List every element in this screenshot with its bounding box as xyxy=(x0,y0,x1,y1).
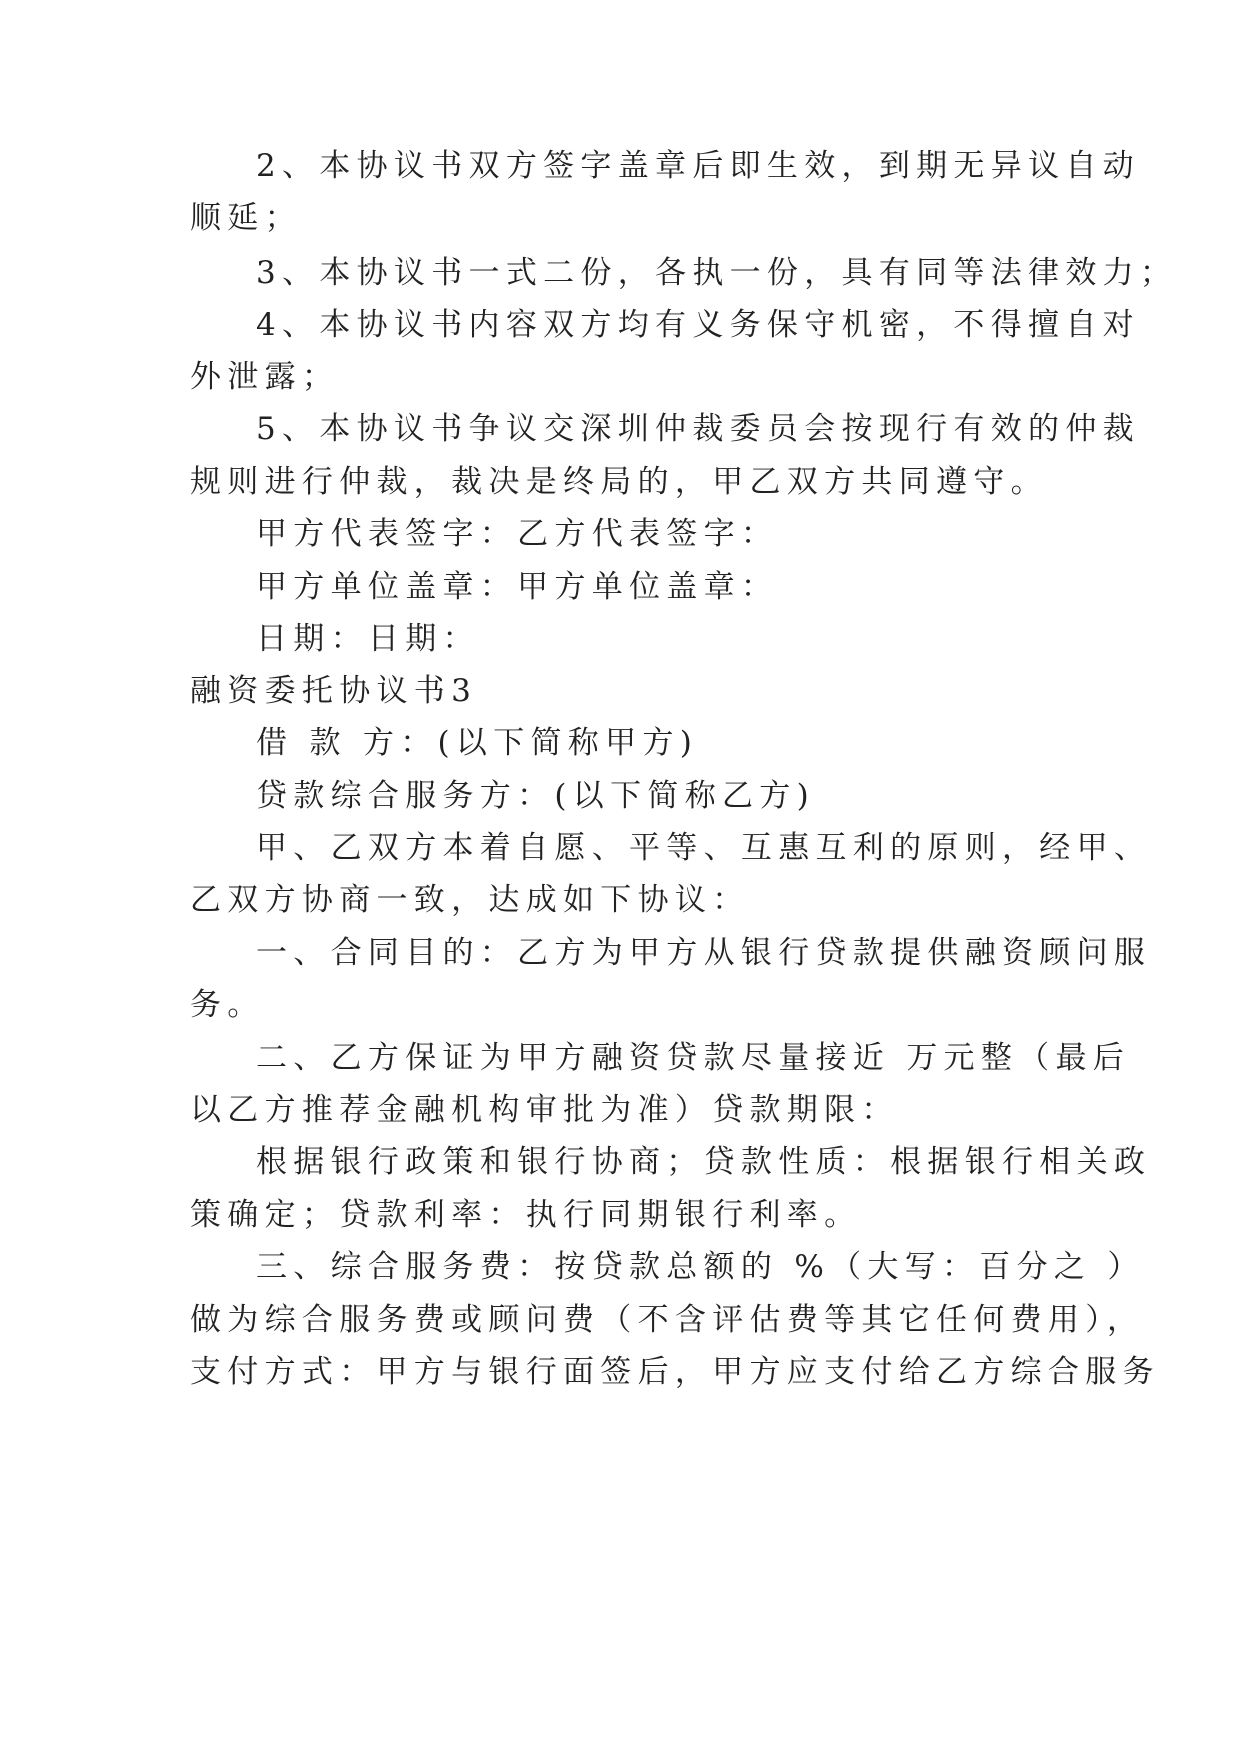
article-3-line-1: 三、综合服务费：按贷款总额的 %（大写：百分之 ） xyxy=(256,1249,1145,1285)
clause-2-line-1: 2、本协议书双方签字盖章后即生效，到期无异议自动 xyxy=(256,148,1140,184)
preamble-line-2: 乙双方协商一致，达成如下协议： xyxy=(190,882,750,918)
agreement-3-title: 融资委托协议书3 xyxy=(190,673,478,709)
article-1-line-2: 务。 xyxy=(190,987,265,1023)
clause-5-line-2: 规则进行仲裁，裁决是终局的，甲乙双方共同遵守。 xyxy=(190,464,1048,500)
article-2-line-1: 二、乙方保证为甲方融资贷款尽量接近 万元整（最后 xyxy=(256,1040,1131,1076)
article-3-line-2: 做为综合服务费或顾问费（不含评估费等其它任何费用）， xyxy=(190,1302,1145,1338)
article-3-line-3: 支付方式：甲方与银行面签后，甲方应支付给乙方综合服务 xyxy=(190,1354,1160,1390)
borrower-line: 借 款 方：(以下简称甲方) xyxy=(256,725,699,761)
clause-4-line-1: 4、本协议书内容双方均有义务保守机密，不得擅自对 xyxy=(256,307,1140,343)
representative-signature-line: 甲方代表签字：乙方代表签字： xyxy=(256,516,779,552)
loan-terms-line-2: 策确定；贷款利率：执行同期银行利率。 xyxy=(190,1197,862,1233)
date-line: 日期：日期： xyxy=(256,621,480,657)
clause-5-line-1: 5、本协议书争议交深圳仲裁委员会按现行有效的仲裁 xyxy=(256,411,1140,447)
article-2-line-2: 以乙方推荐金融机构审批为准）贷款期限： xyxy=(190,1092,899,1128)
clause-4-line-2: 外泄露； xyxy=(190,359,340,395)
article-1-line-1: 一、合同目的：乙方为甲方从银行贷款提供融资顾问服 xyxy=(256,935,1152,971)
clause-3-line: 3、本协议书一式二份，各执一份，具有同等法律效力； xyxy=(256,255,1178,291)
clause-2-line-2: 顺延； xyxy=(190,200,302,236)
unit-seal-line: 甲方单位盖章：甲方单位盖章： xyxy=(256,569,779,605)
service-party-line: 贷款综合服务方：(以下简称乙方) xyxy=(256,778,815,814)
preamble-line-1: 甲、乙双方本着自愿、平等、互惠互利的原则，经甲、 xyxy=(256,830,1152,866)
loan-terms-line-1: 根据银行政策和银行协商；贷款性质：根据银行相关政 xyxy=(256,1144,1152,1180)
